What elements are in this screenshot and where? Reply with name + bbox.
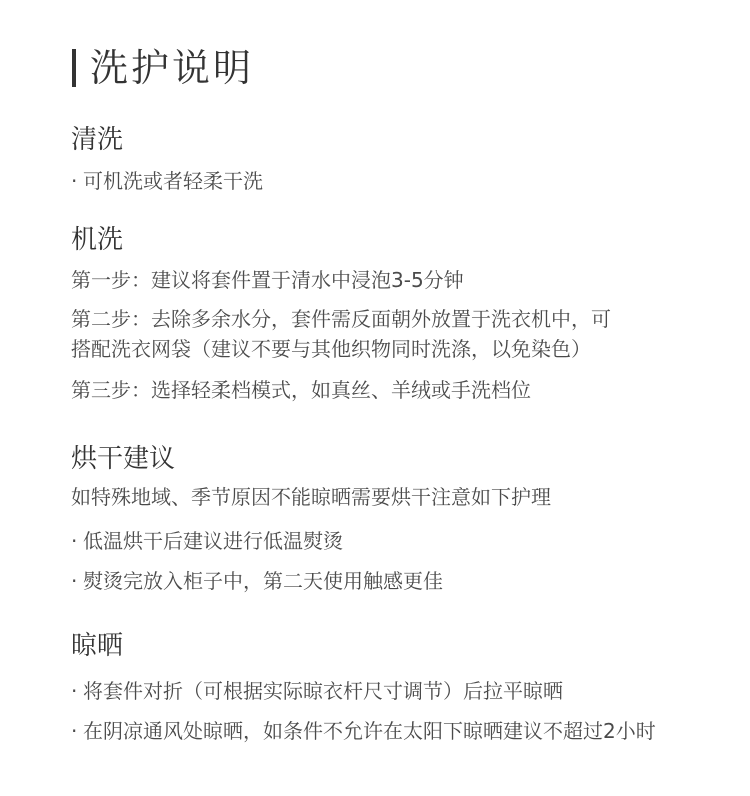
machine-step-3: 第三步：选择轻柔档模式，如真丝、羊绒或手洗档位 bbox=[71, 378, 531, 402]
air-dry-item-1: · 将套件对折（可根据实际晾衣杆尺寸调节）后拉平晾晒 bbox=[71, 676, 563, 706]
clean-item-1: · 可机洗或者轻柔干洗 bbox=[71, 166, 263, 196]
machine-step-2-line-1: 第二步：去除多余水分，套件需反面朝外放置于洗衣机中，可 bbox=[71, 307, 611, 331]
title-accent-bar bbox=[72, 49, 76, 87]
drying-item-1: · 低温烘干后建议进行低温熨烫 bbox=[71, 526, 343, 556]
air-dry-item-2: · 在阴凉通风处晾晒，如条件不允许在太阳下晾晒建议不超过2小时 bbox=[71, 716, 656, 746]
drying-intro: 如特殊地域、季节原因不能晾晒需要烘干注意如下护理 bbox=[71, 485, 551, 509]
title-text: 洗护说明 bbox=[90, 46, 255, 90]
section-heading-clean: 清洗 bbox=[71, 125, 124, 155]
section-heading-machine-wash: 机洗 bbox=[71, 225, 124, 255]
machine-step-1: 第一步：建议将套件置于清水中浸泡3-5分钟 bbox=[71, 268, 464, 292]
page-title bbox=[72, 46, 254, 90]
section-heading-air-dry: 晾晒 bbox=[71, 631, 124, 661]
section-heading-drying: 烘干建议 bbox=[71, 444, 176, 474]
drying-item-2: · 熨烫完放入柜子中，第二天使用触感更佳 bbox=[71, 566, 443, 596]
machine-step-2-line-2: 搭配洗衣网袋（建议不要与其他织物同时洗涤，以免染色） bbox=[71, 337, 591, 361]
